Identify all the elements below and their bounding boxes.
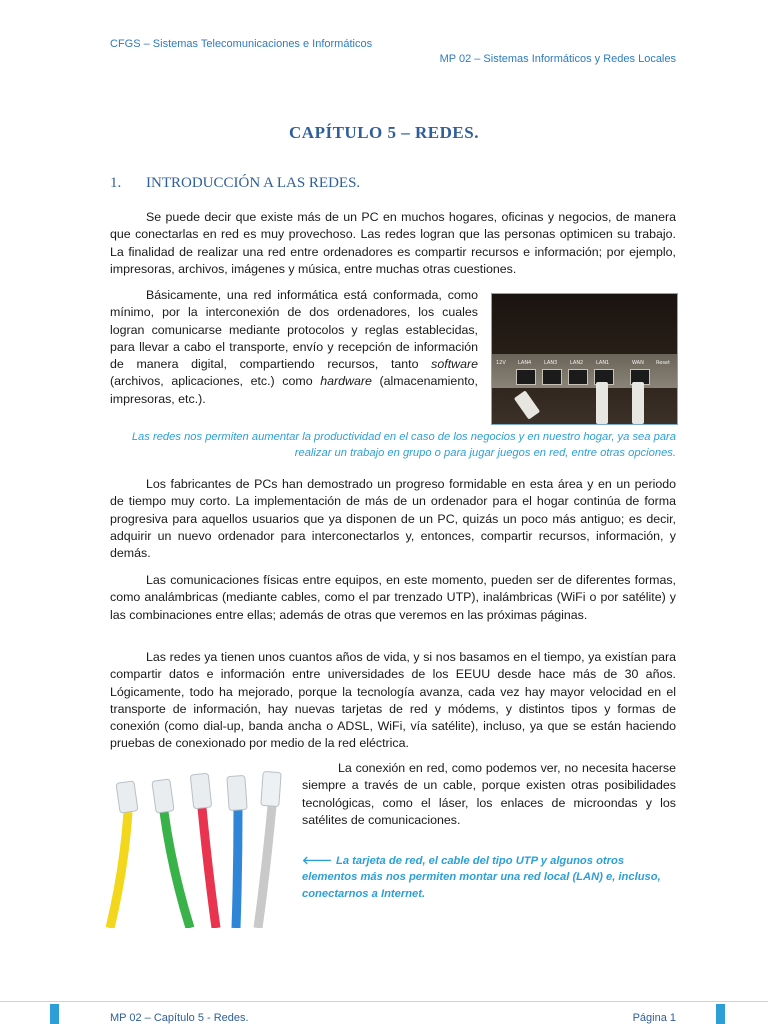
header-left: CFGS – Sistemas Telecomunicaciones e Informáticos (110, 38, 373, 50)
cable-red (190, 773, 216, 928)
arrow-left-icon: 🡐 (302, 855, 333, 867)
ethernet-port (568, 369, 588, 385)
paragraph-connection (302, 760, 676, 829)
port-label: LAN1 (596, 360, 610, 366)
cables-caption (302, 853, 676, 902)
footer-marker-right (716, 1004, 725, 1024)
paragraph-manufacturers (110, 476, 676, 562)
term-hardware: hardware (320, 374, 372, 389)
paragraph-text: La conexión en red, como podemos ver, no necesita hacerse siempre a través de un cable, porque existen otras posibilidades tecnológicas, como el láser, los enlaces de microondas y los satélites de comunicaciones. (302, 761, 676, 827)
router-caption: Las redes nos permiten aumentar la productividad en el caso de los negocios y en nuestro hogar, ya sea para realizar un trabajo en grupo o para jugar juegos en red, entre otras opciones. (131, 431, 676, 459)
section-heading (110, 175, 360, 192)
port-label: 12V (496, 360, 506, 366)
port-label: LAN3 (544, 360, 558, 366)
ethernet-port (516, 369, 536, 385)
port-label: Reset (656, 360, 670, 366)
cable-green (152, 779, 190, 928)
footer-marker-left (50, 1004, 59, 1024)
paragraph-text: Los fabricantes de PCs han demostrado un progreso formidable en esta área y en un periodo de tiempo muy corto. La implementación de más de un ordenador para el hogar continúa de forma progresiva para aquellos usuarios que ya disponen de un PC, quizás un poco más antiguo; es decir, adquirir un nuevo ordenador para interconectarlos y, entonces, compartir recursos, información, y demás. (110, 477, 676, 561)
paragraph-text: (archivos, aplicaciones, etc.) como (110, 374, 321, 389)
network-cable-plug (632, 382, 644, 424)
utp-cables-photo (106, 760, 292, 928)
section-title: INTRODUCCIÓN A LAS REDES. (146, 175, 361, 191)
header-right: MP 02 – Sistemas Informáticos y Redes Locales (439, 53, 676, 65)
cables-caption-text: La tarjeta de red, el cable del tipo UTP y algunos otros elementos más nos permiten montar una red local (LAN) e, incluso, conectarnos a Internet. (302, 855, 661, 900)
cable-yellow (110, 781, 138, 928)
paragraph-text: Las comunicaciones físicas entre equipos, en este momento, pueden ser de diferentes formas, como analámbricas (mediante cables, como el par trenzado UTP), inalámbricas (WiFi o por satélite) y las combinaciones entre ellas; además de otras que veremos en las próximas páginas. (110, 573, 676, 622)
paragraph-network-definition (110, 287, 478, 408)
footer-left: MP 02 – Capítulo 5 - Redes. (110, 1012, 249, 1024)
paragraph-intro (110, 209, 676, 278)
section-number: 1. (110, 175, 122, 191)
paragraph-communications (110, 572, 676, 624)
port-label: LAN2 (570, 360, 584, 366)
paragraph-text: (almacenamiento, impresoras, etc.). (110, 374, 478, 406)
ethernet-port (542, 369, 562, 385)
router-photo (491, 293, 678, 425)
network-cable-plug (596, 382, 608, 424)
footer-divider (0, 1001, 768, 1002)
port-label: WAN (632, 360, 644, 366)
cable-grey (258, 771, 281, 928)
paragraph-history (110, 649, 676, 753)
network-cable-plug (514, 390, 540, 419)
paragraph-text: Básicamente, una red informática está conformada, como mínimo, por la interconexión de dos ordenadores, los cuales logran comunicarse mediante protocolos y reglas establecidas, para llevar a cabo el transporte, envío y recepción de información de manera digital, compartiendo recursos, tanto (110, 288, 478, 372)
term-software: software (431, 357, 478, 372)
paragraph-text: Las redes ya tienen unos cuantos años de vida, y si nos basamos en el tiempo, ya existían para compartir datos e información entre universidades de los EEUU desde hace más de 30 años. Lógicamente, todo ha mejorado, porque la tecnología avanza, cada vez hay mayor velocidad en el transporte de información, hay nuevas tarjetas de red y módems, y distintos tipos y formas de conexión (como dial-up, banda ancha o ADSL, WiFi, vía satélite), incluso, ya que se están haciendo pruebas de conexionado por medio de la red eléctrica. (110, 650, 676, 751)
chapter-title: CAPÍTULO 5 – REDES. (289, 123, 479, 142)
cable-blue (227, 775, 247, 928)
page-number: Página 1 (632, 1012, 676, 1024)
port-label: LAN4 (518, 360, 532, 366)
paragraph-intro-text: Se puede decir que existe más de un PC en muchos hogares, oficinas y negocios, de manera que conectarlas en red es muy provechoso. Las redes logran que las personas optimicen su trabajo. La finalidad de realizar una red entre ordenadores es compartir recursos e información; por ejemplo, impresoras, archivos, imágenes y música, entre muchas otras cuestiones. (110, 210, 676, 276)
